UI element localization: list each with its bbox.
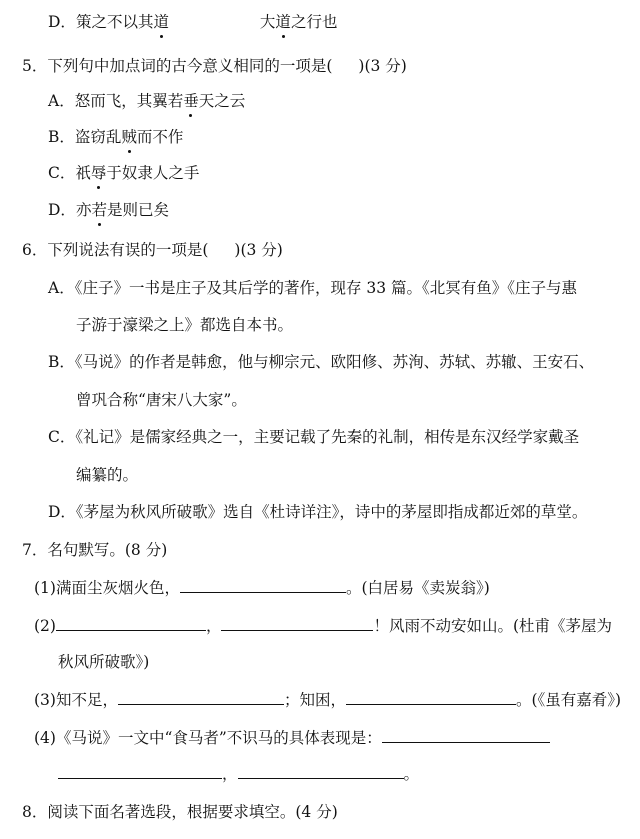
dotted-char: 辱 (90, 164, 107, 182)
item-text: ， (205, 617, 222, 635)
item-text: 。 (403, 765, 420, 783)
question-6-option-d: D．《茅屋为秋风所破歌》选自《杜诗详注》，诗中的茅屋即指成都近郊的草堂。 (48, 503, 588, 521)
item-text: (4)《马说》一文中“食马者”不识马的具体表现是： (34, 729, 382, 747)
question-6-option-a-cont: 子游于濠梁之上》都选自本书。 (76, 316, 294, 334)
item-text: ， (222, 765, 238, 783)
fill-blank[interactable] (56, 616, 206, 631)
question-8-stem: 8．阅读下面名著选段，根据要求填空。(4 分) (22, 803, 338, 821)
dotted-char: 垂 (183, 92, 199, 110)
option-text: 策之不以其 (75, 13, 154, 31)
option-label: D． (48, 201, 76, 219)
option-text: 怒而飞，其翼若 (74, 92, 184, 110)
item-text: ！风雨不动安如山。(杜甫《茅屋为 (373, 617, 613, 635)
option-text: 之行也 (290, 13, 338, 31)
question-7-item-2-cont: 秋风所破歌》) (58, 653, 150, 671)
question-6-option-b-cont: 曾巩合称“唐宋八大家”。 (76, 391, 247, 409)
fill-blank[interactable] (238, 764, 404, 779)
question-text: 5．下列句中加点词的古今意义相同的一项是( (22, 57, 333, 75)
question-score: )(3 分) (358, 57, 407, 75)
question-score: )(3 分) (234, 241, 283, 259)
fill-blank[interactable] (221, 616, 373, 631)
question-7-item-3 (34, 690, 621, 710)
option-label: B． (48, 128, 75, 146)
question-6-option-c: C．《礼记》是儒家经典之一，主要记载了先秦的礼制，相传是东汉经学家戴圣 (48, 428, 580, 446)
question-6-option-c-cont: 编纂的。 (76, 466, 139, 484)
option-text: 是则已矣 (106, 201, 169, 219)
question-7-stem: 7．名句默写。(8 分) (22, 541, 168, 559)
question-5-option-b (48, 127, 183, 147)
question-6-option-a: A．《庄子》一书是庄子及其后学的著作，现存 33 篇。《北冥有鱼》《庄子与惠 (48, 279, 578, 297)
option-text: 大 (259, 13, 276, 31)
fill-blank[interactable] (382, 728, 550, 743)
item-text: (3)知不足， (34, 691, 118, 709)
option-label: D． (48, 13, 76, 31)
item-text: 。(《虽有嘉肴》) (515, 691, 622, 709)
option-label: A． (48, 92, 75, 110)
item-text: (1)满面尘灰烟火色， (34, 579, 180, 597)
fill-blank[interactable] (346, 690, 516, 705)
question-5-option-c (48, 163, 199, 183)
option-text: 盗窃乱 (74, 128, 122, 146)
question-5-option-d (48, 200, 169, 220)
dotted-char: 贼 (121, 128, 137, 146)
dotted-char: 若 (91, 201, 107, 219)
dotted-char: 道 (153, 13, 169, 31)
question-7-item-2 (34, 616, 612, 636)
option-text: 于奴隶人之手 (106, 164, 200, 182)
fill-blank[interactable] (58, 764, 222, 779)
item-text: 。(白居易《卖炭翁》) (345, 579, 490, 597)
option-text: 天之云 (198, 92, 246, 110)
question-5-option-a (48, 91, 245, 111)
option-d-prev (48, 12, 337, 32)
question-6-option-b: B．《马说》的作者是韩愈，他与柳宗元、欧阳修、苏洵、苏轼、苏辙、王安石、 (48, 353, 595, 371)
question-6-stem (22, 240, 283, 260)
dotted-char: 道 (275, 13, 291, 31)
fill-blank[interactable] (180, 578, 346, 593)
item-text: (2) (34, 617, 56, 635)
question-5-stem (22, 56, 407, 76)
question-text: 6．下列说法有误的一项是( (22, 241, 209, 259)
option-label: C． (48, 164, 76, 182)
item-text: ；知困， (283, 691, 346, 709)
option-text: 而不作 (136, 128, 184, 146)
question-7-item-1 (34, 578, 490, 598)
option-text: 亦 (75, 201, 92, 219)
question-7-item-4 (34, 728, 550, 748)
fill-blank[interactable] (118, 690, 284, 705)
option-text: 祇 (75, 164, 91, 182)
question-7-item-4-cont (58, 764, 419, 784)
